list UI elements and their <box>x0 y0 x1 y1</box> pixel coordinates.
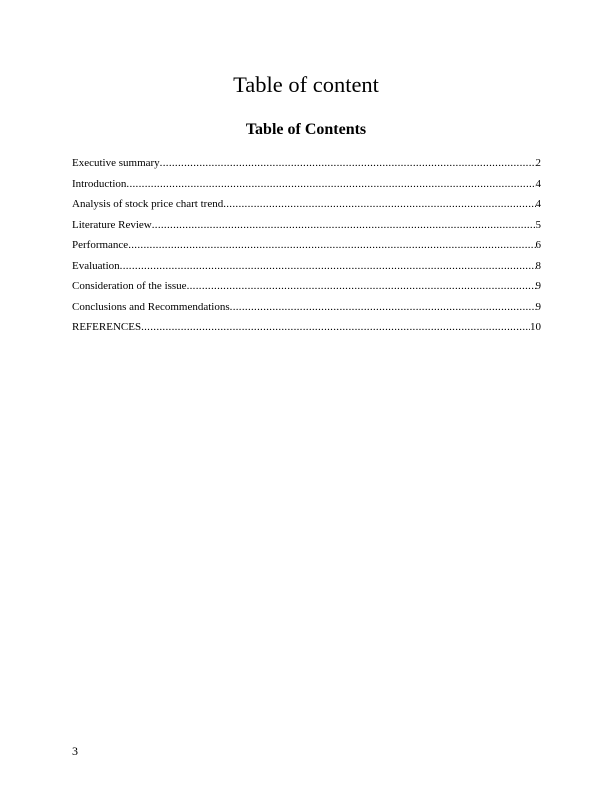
toc-leader-dots <box>187 276 536 297</box>
toc-entry-text: Analysis of stock price chart trend <box>72 198 224 210</box>
toc-heading: Table of Contents <box>245 121 367 138</box>
toc-entry-text: Performance <box>72 239 129 251</box>
toc-leader-dots <box>141 317 530 338</box>
toc-entry-evaluation[interactable] <box>72 256 541 277</box>
toc-entry-page: 5 <box>535 218 541 231</box>
toc-leader-dots <box>223 194 535 215</box>
toc-entry-text: Introduction <box>72 177 127 190</box>
toc-leader-dots <box>230 297 536 318</box>
toc-entry-performance[interactable] <box>72 235 541 256</box>
toc-entry-page: 6 <box>535 239 541 251</box>
toc-entry-page: 9 <box>535 280 541 292</box>
toc-entry-page: 10 <box>530 321 541 333</box>
toc-entry-text: REFERENCES <box>72 321 142 333</box>
toc-entry-text: Consideration of the issue <box>72 280 187 292</box>
toc-leader-dots <box>128 235 535 256</box>
toc-entry-page: 8 <box>535 259 541 272</box>
toc-entry-page: 2 <box>535 157 541 169</box>
toc-leader-dots <box>160 153 536 174</box>
toc-leader-dots <box>120 256 536 277</box>
toc-entry-text: Conclusions and Recommendations <box>72 300 230 313</box>
toc-entry-page: 4 <box>535 177 541 190</box>
toc-entry-text: Literature Review <box>72 218 152 231</box>
toc-leader-dots <box>126 174 535 195</box>
page-title: Table of content <box>233 72 379 97</box>
toc-entry-text: Executive summary <box>72 157 160 169</box>
toc-entry-analysis[interactable] <box>72 194 541 215</box>
toc-entry-page: 9 <box>535 300 541 313</box>
toc-entry-text: Evaluation <box>72 259 120 272</box>
toc-entry-executive-summary[interactable] <box>72 153 541 174</box>
toc-list <box>72 153 541 338</box>
toc-entry-conclusions[interactable] <box>72 297 541 318</box>
toc-entry-introduction[interactable] <box>72 174 541 195</box>
toc-leader-dots <box>152 215 536 236</box>
toc-entry-references[interactable] <box>72 317 541 338</box>
toc-entry-consideration[interactable] <box>72 276 541 297</box>
toc-entry-literature-review[interactable] <box>72 215 541 236</box>
toc-entry-page: 4 <box>535 198 541 210</box>
page-number: 3 <box>72 744 78 758</box>
